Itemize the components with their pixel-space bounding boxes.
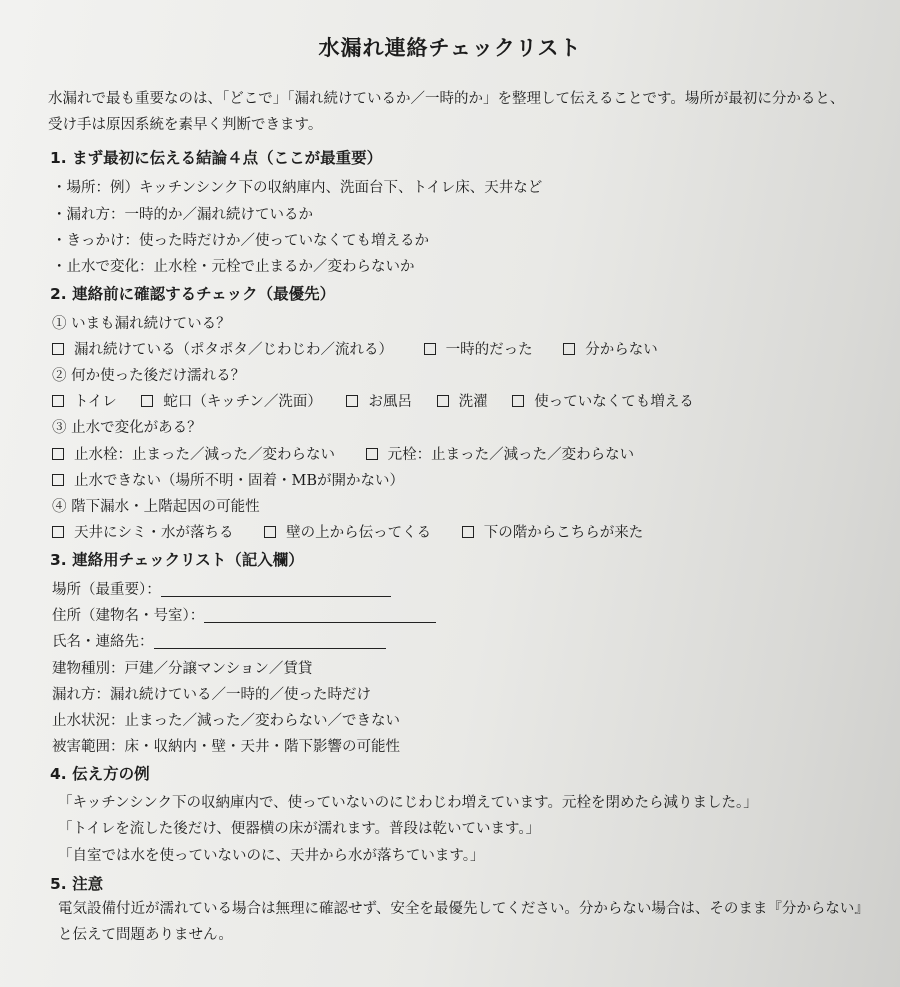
shutoff-status: 止水状況：止まった／減った／変わらない／できない	[52, 713, 400, 729]
checkbox[interactable]	[424, 343, 436, 355]
example-quote: 「キッチンシンク下の収納庫内で、使っていないのにじわじわ増えています。元栓を閉めたら減りました。」	[58, 795, 758, 811]
checkbox[interactable]	[141, 395, 153, 407]
question-1: ① いまも漏れ続けている？	[52, 316, 231, 332]
page-title: 水漏れ連絡チェックリスト	[318, 36, 582, 60]
option[interactable]: 元栓：止まった／減った／変わらない	[366, 447, 635, 463]
option[interactable]: 一時的だった	[424, 342, 533, 358]
place-label: 場所（最重要）：	[52, 582, 161, 598]
building-type: 建物種別：戸建／分譲マンション／賃貸	[52, 661, 313, 677]
question-1-options	[52, 338, 684, 359]
damage-range: 被害範囲：床・収納内・壁・天井・階下影響の可能性	[52, 739, 400, 755]
question-2-options	[52, 390, 694, 411]
option[interactable]: 天井にシミ・水が落ちる	[52, 525, 234, 541]
option[interactable]: 洗濯	[437, 394, 488, 410]
checkbox[interactable]	[52, 474, 64, 486]
question-3-options-b	[52, 469, 430, 490]
example-quote: 「トイレを流した後だけ、便器横の床が濡れます。普段は乾いています。」	[58, 821, 541, 837]
section-4-heading: 4. 伝え方の例	[50, 765, 150, 783]
conclusion-item: ・漏れ方：一時的か／漏れ続けているか	[52, 207, 313, 223]
option[interactable]: トイレ	[52, 394, 117, 410]
caution-text: 電気設備付近が濡れている場合は無理に確認せず、安全を最優先してください。分からない場合は、そのまま『分からない』と伝えて問題ありません。	[58, 901, 869, 943]
section-3-heading: 3. 連絡用チェックリスト（記入欄）	[50, 551, 304, 569]
checkbox[interactable]	[462, 526, 474, 538]
option[interactable]: お風呂	[346, 394, 412, 410]
option[interactable]: 壁の上から伝ってくる	[264, 525, 431, 541]
checkbox[interactable]	[52, 343, 64, 355]
option[interactable]: 使っていなくても増える	[512, 394, 694, 410]
section-5-heading: 5. 注意	[50, 875, 104, 893]
section-2-heading: 2. 連絡前に確認するチェック（最優先）	[50, 285, 336, 303]
checkbox[interactable]	[52, 526, 64, 538]
leak-type: 漏れ方：漏れ続けている／一時的／使った時だけ	[52, 687, 371, 703]
question-3: ③ 止水で変化がある？	[52, 420, 202, 436]
checkbox[interactable]	[52, 448, 64, 460]
option[interactable]: 分からない	[563, 342, 658, 358]
checkbox[interactable]	[512, 395, 524, 407]
checkbox[interactable]	[52, 395, 64, 407]
option[interactable]: 蛇口（キッチン／洗面）	[141, 394, 321, 410]
checkbox[interactable]	[563, 343, 575, 355]
place-input[interactable]	[161, 582, 391, 597]
question-4: ④ 階下漏水・上階起因の可能性	[52, 499, 260, 515]
name-label: 氏名・連絡先：	[52, 634, 154, 650]
place-field	[52, 578, 391, 599]
conclusion-item: ・止水で変化：止水栓・元栓で止まるか／変わらないか	[52, 259, 415, 275]
intro-text: 水漏れで最も重要なのは、「どこで」「漏れ続けているか／一時的か」を整理して伝えることです。場所が最初に分かると、受け手は原因系統を素早く判断できます。	[48, 91, 845, 133]
question-2: ② 何か使った後だけ濡れる？	[52, 368, 246, 384]
checkbox[interactable]	[437, 395, 449, 407]
address-field	[52, 604, 436, 625]
question-3-options-a	[52, 443, 660, 464]
checkbox[interactable]	[264, 526, 276, 538]
address-label: 住所（建物名・号室）：	[52, 608, 205, 624]
conclusion-item: ・場所：例）キッチンシンク下の収納庫内、洗面台下、トイレ床、天井など	[52, 180, 543, 196]
option[interactable]: 下の階からこちらが来た	[462, 525, 644, 541]
address-input[interactable]	[204, 608, 436, 623]
question-4-options	[52, 521, 669, 542]
example-quote: 「自室では水を使っていないのに、天井から水が落ちています。」	[58, 848, 485, 864]
option[interactable]: 漏れ続けている（ポタポタ／じわじわ／流れる）	[52, 342, 393, 358]
checkbox[interactable]	[346, 395, 358, 407]
name-field	[52, 630, 386, 651]
name-input[interactable]	[154, 634, 386, 649]
section-1-heading: 1. まず最初に伝える結論４点（ここが最重要）	[50, 149, 383, 167]
checkbox[interactable]	[366, 448, 378, 460]
conclusion-item: ・きっかけ：使った時だけか／使っていなくても増えるか	[52, 233, 429, 249]
option[interactable]: 止水できない（場所不明・固着・MBが開かない）	[52, 473, 404, 489]
option[interactable]: 止水栓：止まった／減った／変わらない	[52, 447, 335, 463]
